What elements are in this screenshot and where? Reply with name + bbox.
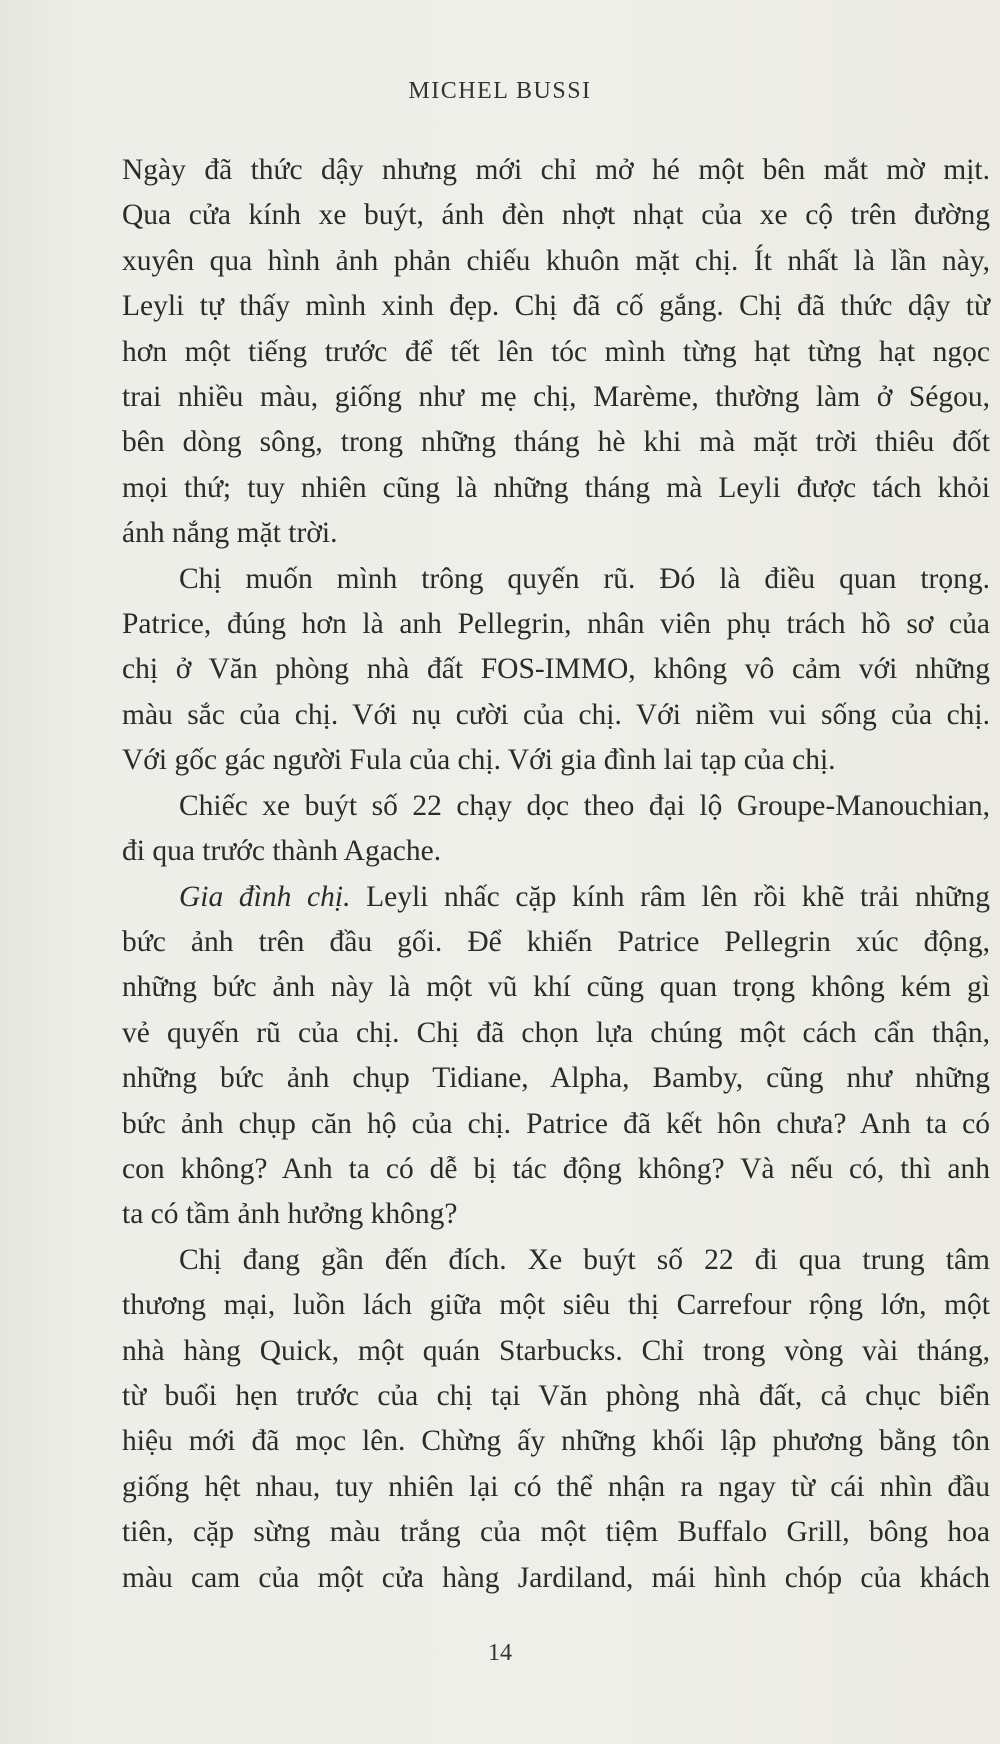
text-line: đi qua trước thành Agache.	[122, 835, 442, 868]
text-line: Ngày đã thức dậy nhưng mới chỉ mở hé một bên mắt mờ mịt.	[122, 154, 990, 186]
text-line: những bức ảnh chụp Tidiane, Alpha, Bamby, cũng như những	[122, 1062, 990, 1095]
body-text	[122, 148, 990, 1601]
text-line: Chị đang gần đến đích. Xe buýt số 22 đi qua trung tâm	[179, 1243, 990, 1276]
text-line: hiệu mới đã mọc lên. Chừng ấy những khối lập phương bằng tôn	[122, 1425, 990, 1458]
text-line: nhà hàng Quick, một quán Starbucks. Chỉ trong vòng vài tháng,	[122, 1334, 990, 1367]
text-line: Leyli tự thấy mình xinh đẹp. Chị đã cố gắng. Chị đã thức dậy từ	[122, 290, 990, 323]
paragraph	[122, 784, 990, 875]
text-line: Qua cửa kính xe buýt, ánh đèn nhợt nhạt của xe cộ trên đường	[122, 199, 990, 232]
text-line: hơn một tiếng trước để tết lên tóc mình từng hạt từng hạt ngọc	[122, 335, 990, 368]
text-line	[122, 875, 990, 920]
paragraph	[122, 557, 990, 784]
text-line: bức ảnh chụp căn hộ của chị. Patrice đã kết hôn chưa? Anh ta có	[122, 1107, 990, 1140]
text-line: con không? Anh ta có dễ bị tác động không? Và nếu có, thì anh	[122, 1152, 990, 1185]
text-line: màu sắc của chị. Với nụ cười của chị. Với niềm vui sống của chị.	[122, 698, 990, 731]
text-line: Chị muốn mình trông quyến rũ. Đó là điều quan trọng.	[179, 562, 990, 595]
text-line: bên dòng sông, trong những tháng hè khi mà mặt trời thiêu đốt	[122, 426, 990, 459]
text-line: thương mại, luồn lách giữa một siêu thị Carrefour rộng lớn, một	[122, 1289, 990, 1322]
text-line: từ buổi hẹn trước của chị tại Văn phòng nhà đất, cả chục biển	[122, 1379, 990, 1412]
italic-lead: Gia đình chị.	[179, 880, 351, 913]
text-line: giống hệt nhau, tuy nhiên lại có thể nhận ra ngay từ cái nhìn đầu	[122, 1470, 990, 1503]
text-line: ánh nắng mặt trời.	[122, 517, 338, 550]
text-line: màu cam của một cửa hàng Jardiland, mái hình chóp của khách	[122, 1561, 990, 1594]
text-line-rest: Leyli nhấc cặp kính râm lên rồi khẽ trải những	[350, 880, 990, 913]
text-line: Patrice, đúng hơn là anh Pellegrin, nhân viên phụ trách hồ sơ của	[122, 608, 990, 641]
text-line: Chiếc xe buýt số 22 chạy dọc theo đại lộ Groupe-Manouchian,	[179, 789, 990, 822]
text-line: bức ảnh trên đầu gối. Để khiến Patrice Pellegrin xúc động,	[122, 925, 990, 958]
paragraph	[122, 148, 990, 557]
text-line: ta có tầm ảnh hưởng không?	[122, 1198, 458, 1231]
text-line: mọi thứ; tuy nhiên cũng là những tháng mà Leyli được tách khỏi	[122, 471, 990, 504]
text-line: trai nhiều màu, giống như mẹ chị, Marème, thường làm ở Ségou,	[122, 381, 990, 414]
text-line: xuyên qua hình ảnh phản chiếu khuôn mặt chị. Ít nhất là lần này,	[122, 244, 990, 277]
paragraph	[122, 875, 990, 1238]
text-line: vẻ quyến rũ của chị. Chị đã chọn lựa chúng một cách cẩn thận,	[122, 1016, 990, 1049]
page-number: 14	[488, 1640, 512, 1666]
running-head-author: MICHEL BUSSI	[408, 78, 592, 104]
text-line: những bức ảnh này là một vũ khí cũng quan trọng không kém gì	[122, 971, 990, 1004]
paragraph	[122, 1238, 990, 1601]
text-line: tiên, cặp sừng màu trắng của một tiệm Buffalo Grill, bông hoa	[122, 1516, 990, 1549]
text-line: Với gốc gác người Fula của chị. Với gia đình lai tạp của chị.	[122, 744, 836, 777]
text-line: chị ở Văn phòng nhà đất FOS-IMMO, không vô cảm với những	[122, 653, 990, 686]
